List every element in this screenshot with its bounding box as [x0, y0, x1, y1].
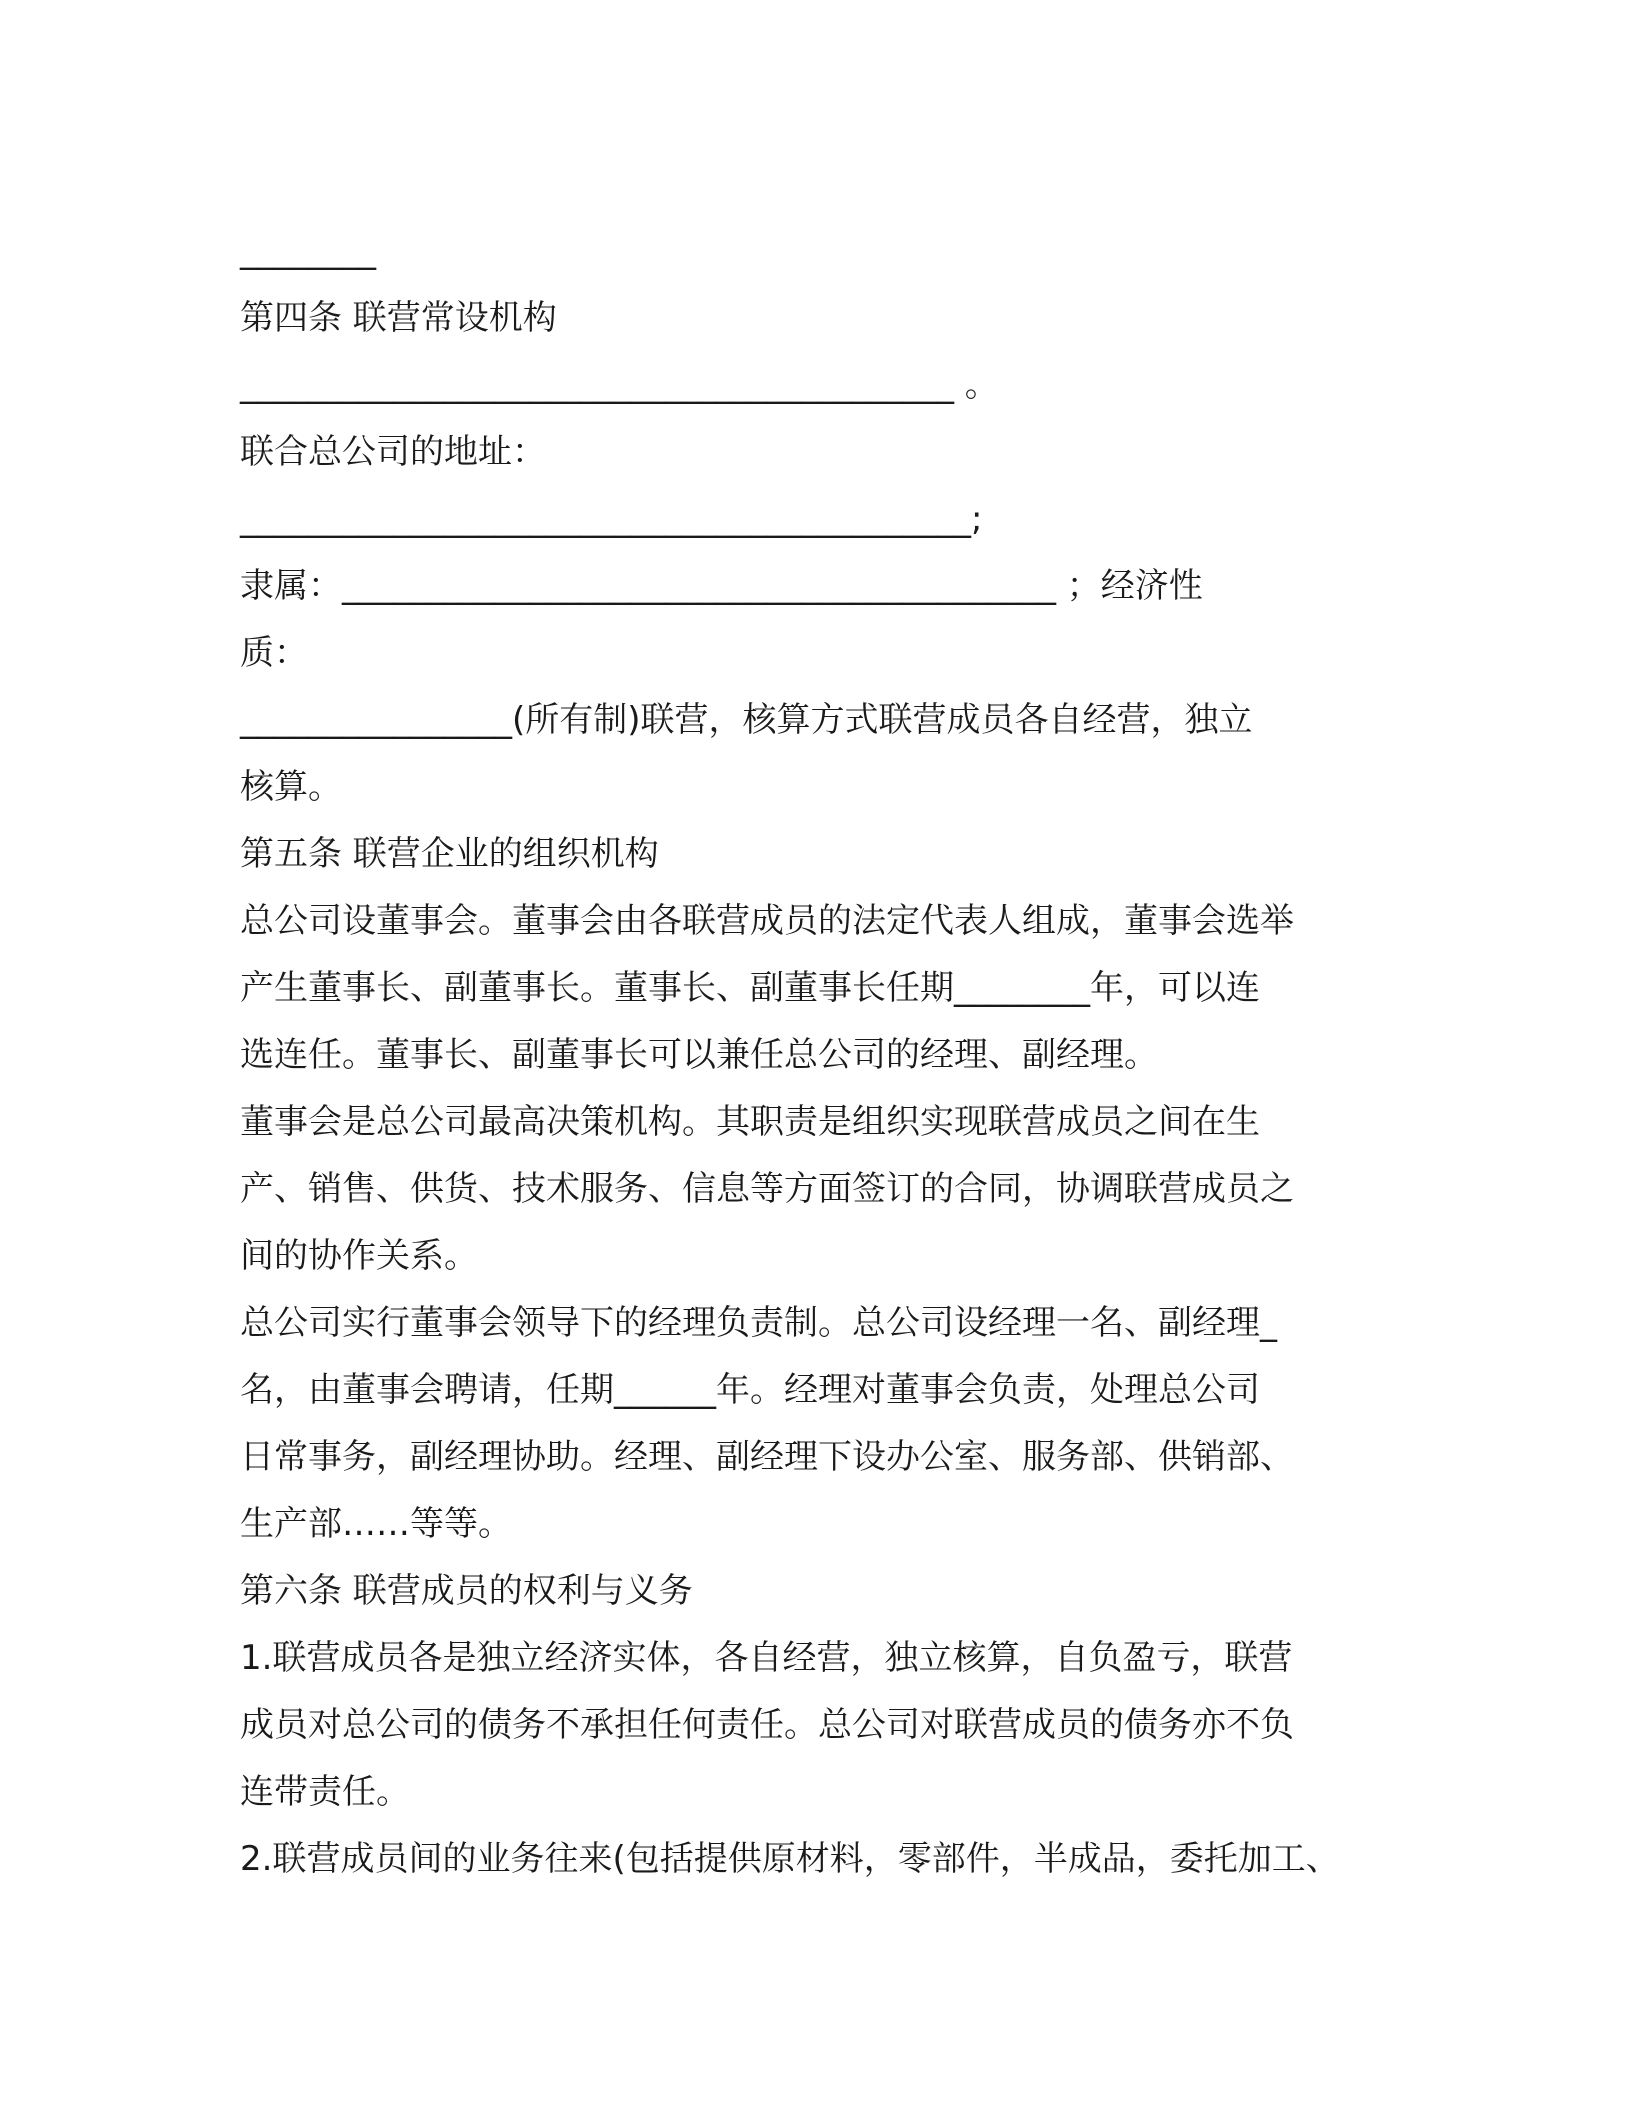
blank-line: __________________________________________ 。	[240, 365, 999, 405]
text-line: 1.联营成员各是独立经济实体，各自经营，独立核算，自负盈亏，联营	[240, 1638, 1293, 1678]
article-6-heading: 第六条 联营成员的权利与义务	[240, 1571, 693, 1611]
nature-line: 质：	[240, 633, 308, 673]
document-body	[240, 218, 1385, 1893]
text-line: 生产部……等等。	[240, 1504, 512, 1544]
text-line: 核算。	[240, 767, 342, 807]
affiliation-line: 隶属：__________________________________________ ；经济性	[240, 566, 1203, 606]
text-line: 产、销售、供货、技术服务、信息等方面签订的合同，协调联营成员之	[240, 1169, 1294, 1209]
text-line: 2.联营成员间的业务往来(包括提供原材料，零部件，半成品，委托加工、	[240, 1839, 1340, 1879]
ownership-line: ________________(所有制)联营，核算方式联营成员各自经营，独立	[240, 700, 1253, 740]
text-line: 董事会是总公司最高决策机构。其职责是组织实现联营成员之间在生	[240, 1102, 1260, 1142]
text-line: 日常事务，副经理协助。经理、副经理下设办公室、服务部、供销部、	[240, 1437, 1294, 1477]
address-label: 联合总公司的地址：	[240, 432, 546, 472]
text-line: 间的协作关系。	[240, 1236, 478, 1276]
text-line: 总公司设董事会。董事会由各联营成员的法定代表人组成，董事会选举	[240, 901, 1294, 941]
text-line: 成员对总公司的债务不承担任何责任。总公司对联营成员的债务亦不负	[240, 1705, 1294, 1745]
article-5-heading: 第五条 联营企业的组织机构	[240, 834, 659, 874]
text-line: 产生董事长、副董事长。董事长、副董事长任期________年，可以连	[240, 968, 1260, 1008]
text-line: 总公司实行董事会领导下的经理负责制。总公司设经理一名、副经理_	[240, 1303, 1277, 1343]
text-line: 连带责任。	[240, 1772, 410, 1812]
blank-line: ________	[240, 231, 376, 271]
article-4-heading: 第四条 联营常设机构	[240, 298, 557, 338]
text-line: 名，由董事会聘请，任期______年。经理对董事会负责，处理总公司	[240, 1370, 1260, 1410]
text-line: 选连任。董事长、副董事长可以兼任总公司的经理、副经理。	[240, 1035, 1158, 1075]
blank-line: ___________________________________________;	[240, 499, 983, 539]
